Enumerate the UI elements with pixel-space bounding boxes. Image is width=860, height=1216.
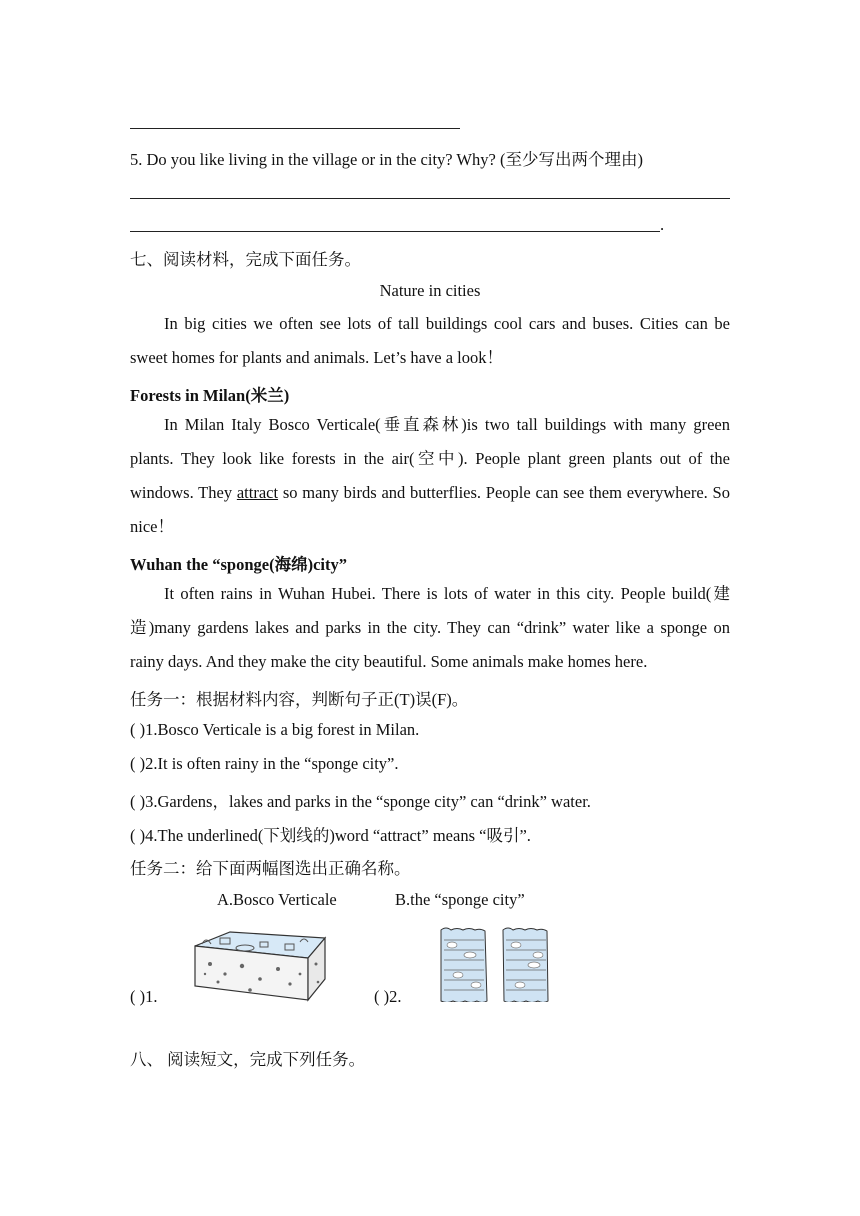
section-8-heading: 八、 阅读短文，完成下列任务。: [130, 1050, 366, 1069]
bosco-verticale-picture: [438, 926, 558, 1002]
task-1-item-4[interactable]: ( )4.The underlined(下划线的)word “attract” means “吸引”.: [130, 826, 531, 845]
section-7-heading: 七、阅读材料，完成下面任务。: [130, 250, 361, 269]
sponge-city-picture: [190, 924, 330, 1004]
answer-line-q5-2[interactable]: [130, 231, 660, 232]
task-1-item-1[interactable]: ( )1.Bosco Verticale is a big forest in Milan.: [130, 720, 420, 739]
milan-paragraph: [130, 408, 730, 544]
option-b: B.the “sponge city”: [395, 890, 525, 909]
answer-line-q4[interactable]: [130, 128, 460, 129]
task-2-blank-1[interactable]: ( )1.: [130, 987, 158, 1006]
end-mark: .: [660, 215, 665, 234]
question-5: 5. Do you like living in the village or in the city? Why? (至少写出两个理由): [130, 150, 643, 169]
task-1-item-2[interactable]: ( )2.It is often rainy in the “sponge city”.: [130, 754, 399, 773]
underlined-word: attract: [236, 483, 279, 502]
option-a: A.Bosco Verticale: [217, 890, 337, 909]
milan-text-after: so many birds and butterflies. People can see them everywhere. So nice！: [130, 483, 730, 536]
task-1-item-3[interactable]: ( )3.Gardens，lakes and parks in the “sponge city” can “drink” water.: [130, 792, 591, 811]
milan-heading: Forests in Milan(米兰): [130, 386, 290, 405]
milan-text-before: In Milan Italy Bosco Verticale(垂直森林)is two tall buildings with many green plants. They look like forests in the air(空中). People plant green plants out of the windows. They: [130, 415, 730, 502]
passage-title: Nature in cities: [379, 281, 481, 300]
wuhan-paragraph: It often rains in Wuhan Hubei. There is lots of water in this city. People build(建造)many gardens lakes and parks in the city. They can “drink” water like a sponge on rainy days. And they make the city beautiful. Some animals make homes here.: [130, 584, 730, 671]
intro-paragraph: In big cities we often see lots of tall buildings cool cars and buses. Cities can be sweet homes for plants and animals. Let’s have a look！: [130, 314, 730, 367]
wuhan-heading: Wuhan the “sponge(海绵)city”: [130, 555, 347, 574]
task-1-heading: 任务一：根据材料内容，判断句子正(T)误(F)。: [130, 690, 469, 709]
answer-line-q5-1[interactable]: [130, 198, 730, 199]
task-2-heading: 任务二：给下面两幅图选出正确名称。: [130, 859, 411, 878]
task-2-blank-2[interactable]: ( )2.: [374, 987, 402, 1006]
